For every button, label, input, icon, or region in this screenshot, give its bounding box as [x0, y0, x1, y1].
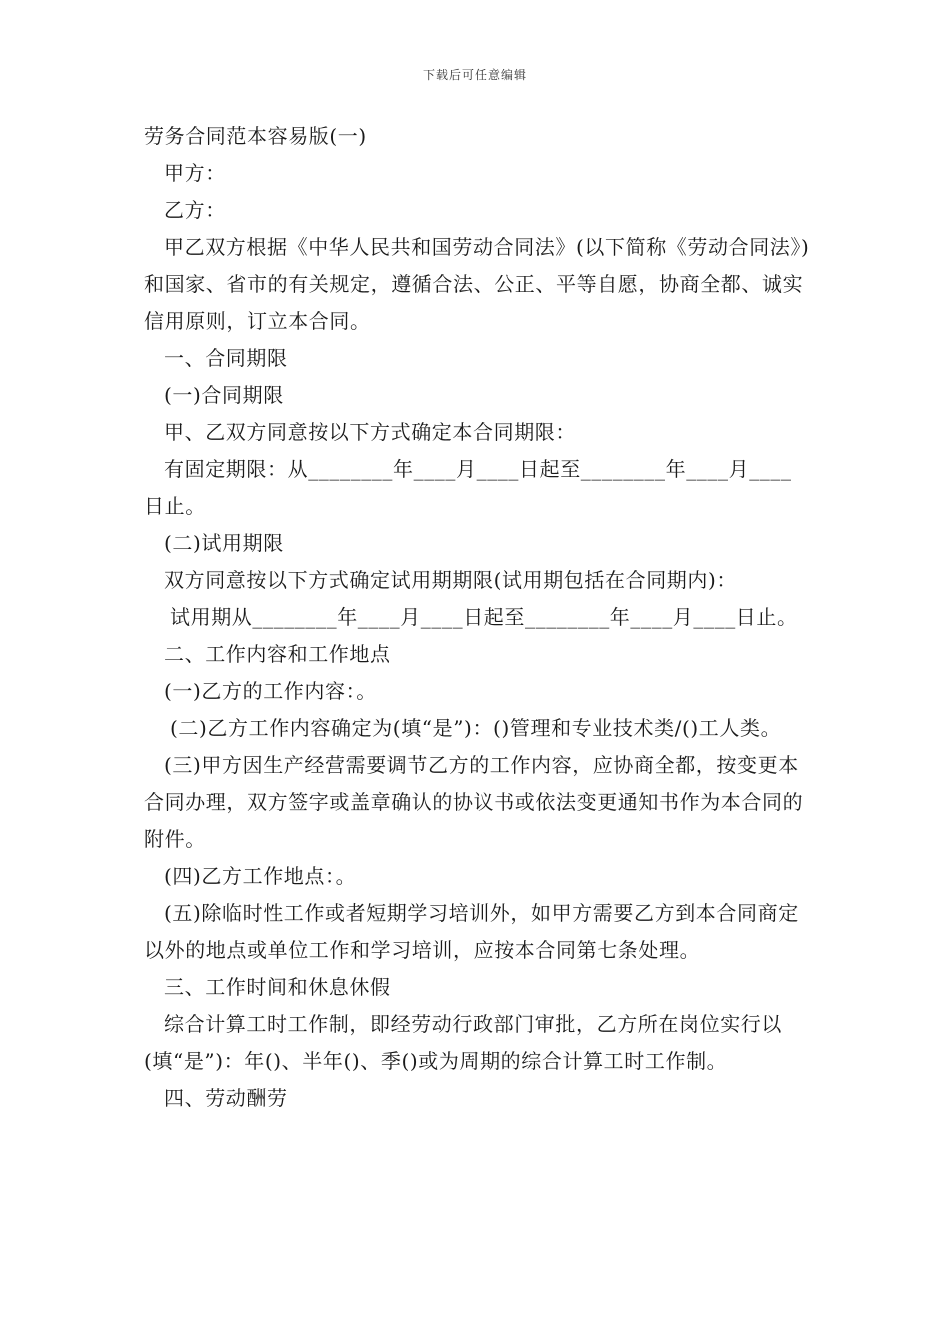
paragraph: (五)除临时性工作或者短期学习培训外，如甲方需要乙方到本合同商定以外的地点或单位工作和学习培训，应按本合同第七条处理。: [144, 901, 799, 962]
document-title: 劳务合同范本容易版(一): [144, 124, 367, 148]
section-heading-2: 二、工作内容和工作地点: [164, 642, 391, 666]
subsection-heading: (一)合同期限: [164, 383, 284, 407]
paragraph: 甲、乙双方同意按以下方式确定本合同期限：: [164, 420, 576, 444]
paragraph: (四)乙方工作地点：。: [164, 864, 357, 888]
subsection-heading: (二)试用期限: [164, 531, 284, 555]
preamble-paragraph: 甲乙双方根据《中华人民共和国劳动合同法》(以下简称《劳动合同法》)和国家、省市的有关规定，遵循合法、公正、平等自愿，协商全都、诚实信用原则，订立本合同。: [144, 235, 810, 333]
paragraph: (三)甲方因生产经营需要调节乙方的工作内容，应协商全都，按变更本合同办理，双方签字或盖章确认的协议书或依法变更通知书作为本合同的附件。: [144, 753, 804, 851]
party-b-line: 乙方：: [164, 198, 226, 222]
party-a-line: 甲方：: [164, 161, 226, 185]
section-heading-3: 三、工作时间和休息休假: [164, 975, 391, 999]
fixed-term-line: 有固定期限：从________年____月____日起至________年____月____日止。: [144, 457, 792, 518]
paragraph: 双方同意按以下方式确定试用期期限(试用期包括在合同期内)：: [164, 568, 738, 592]
paragraph: (一)乙方的工作内容：。: [164, 679, 377, 703]
probation-term-line: 试用期从________年____月____日起至________年____月____日止。: [170, 605, 798, 629]
header-note: 下载后可任意编辑: [422, 68, 527, 82]
document-body: [144, 118, 812, 1117]
paragraph: 综合计算工时工作制，即经劳动行政部门审批，乙方所在岗位实行以(填“是”)：年()、半年()、季()或为周期的综合计算工时工作制。: [144, 1012, 782, 1073]
paragraph: (二)乙方工作内容确定为(填“是”)：()管理和专业技术类/()工人类。: [170, 716, 782, 740]
section-heading-1: 一、合同期限: [164, 346, 288, 370]
section-heading-4: 四、劳动酬劳: [164, 1086, 288, 1110]
